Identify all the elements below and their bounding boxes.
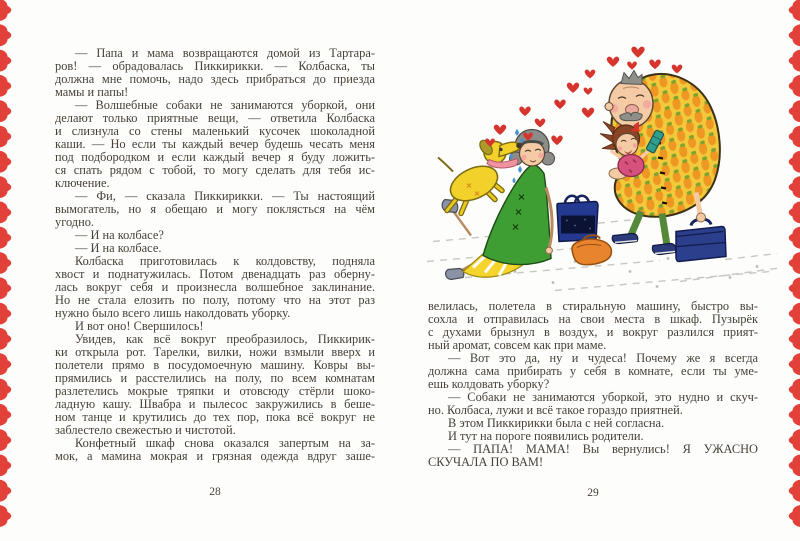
text-line: хвост и поднатужилась. Потом двенадцать раз оберну- (55, 268, 375, 281)
edge-scallop-ornament (789, 429, 800, 451)
text-line: ешь колдовать уборку? (428, 378, 550, 391)
text-line: — ПАПА! МАМА! Вы вернулись! Я УЖАСНО (448, 443, 758, 456)
edge-scallop-ornament (789, 505, 800, 527)
edge-scallop-ornament (789, 353, 800, 375)
text-line: но. Колбаса, лужи и всё такое гораздо приятней. (428, 404, 683, 417)
edge-scallop-ornament (789, 379, 800, 401)
text-line: ки открыла рот. Тарелки, вилки, ножи взмыли вверх и (55, 346, 375, 359)
text-line: разлетелись мокрые тряпки и отовсюду стёрли шоко- (55, 385, 375, 398)
edge-scallop-ornament (789, 480, 800, 502)
edge-scallop-ornament (0, 480, 11, 502)
text-line: ключение. (55, 177, 110, 190)
text-line: — Папа и мама возвращаются домой из Тартара- (75, 47, 375, 60)
text-line: под подбородком и если каждый вечер я буду ложить- (55, 151, 375, 164)
text-line: велилась, полетела в стиральную машину, быстро вы- (428, 300, 758, 313)
text-line: — Собаки не занимаются уборкой, это нудно и скуч- (448, 391, 758, 404)
text-line: вымогатель, но я обещаю и могу поклясться на чём (55, 203, 375, 216)
edge-scallop-ornament (0, 252, 11, 274)
edge-scallop-ornament (0, 201, 11, 223)
text-line: ный аромат, совсем как при маме. (428, 339, 607, 352)
edge-scallop-ornament (0, 505, 11, 527)
text-line: мамы и папы! (55, 86, 129, 99)
text-line: делают только приятные вещи, — ответила Колбаска (55, 112, 375, 125)
edge-scallop-ornament (0, 353, 11, 375)
edge-scallop-ornament (0, 176, 11, 198)
text-line: ров! — обрадовалась Пиккирикки. — Колбаска, ты (55, 60, 375, 73)
edge-scallop-ornament (0, 50, 11, 72)
edge-scallop-ornament (0, 100, 11, 122)
edge-scallop-ornament (0, 75, 11, 97)
edge-scallop-ornament (0, 303, 11, 325)
text-line: СКУЧАЛА ПО ВАМ! (428, 456, 544, 469)
edge-scallop-ornament (789, 328, 800, 350)
text-line: должна сама прибирать у себя в комнате, если ты уме- (428, 365, 758, 378)
edge-scallop-ornament (789, 303, 800, 325)
edge-scallop-ornament (0, 126, 11, 148)
edge-scallop-ornament (0, 227, 11, 249)
edge-scallop-ornament (789, 404, 800, 426)
text-line: — И на колбасе. (75, 242, 162, 255)
text-line: В этом Пиккирикки была с ней согласна. (448, 417, 665, 430)
edge-scallop-ornament (0, 404, 11, 426)
right-page-text (428, 300, 758, 469)
text-line: Конфетный шкаф снова оказался запертым на за- (75, 437, 375, 450)
edge-scallop-ornament (0, 328, 11, 350)
text-line: нужно было всего лишь наколдовать уборку. (55, 307, 291, 320)
text-line: с духами брызнул в воздух, и вокруг разлился прият- (428, 326, 758, 339)
edge-scallop-ornament (0, 24, 11, 46)
text-line: — Вот это да, ну и чудеса! Почему же я всегда (448, 352, 758, 365)
text-line: заблестело свежестью и чистотой. (55, 424, 236, 437)
text-line: каши. — Но если ты каждый вечер будешь чесать меня (55, 138, 375, 151)
text-line: — Волшебные собаки не занимаются уборкой, они (75, 99, 375, 112)
left-page-text (55, 47, 375, 463)
text-line: Увидев, как всё вокруг преобразилось, Пиккирик- (75, 333, 375, 346)
text-line: сохла и отправилась на свои места в шкаф. Пузырёк (428, 313, 758, 326)
text-line: мок, а мамина мокрая и грязная одежда вдруг заше- (55, 450, 375, 463)
text-line: угодно. (55, 216, 95, 229)
text-line: должна мне помочь, надо здесь прибраться до приезда (55, 73, 375, 86)
text-line: прямились и расстелились на полу, по всем комнатам (55, 372, 375, 385)
edge-scallop-ornament (0, 454, 11, 476)
edge-scallop-ornament (0, 429, 11, 451)
edge-scallop-ornament (0, 0, 11, 21)
text-line: — И на колбасе? (75, 229, 164, 242)
text-line: полетели прямо в посудомоечную машину. Ковры вы- (55, 359, 375, 372)
text-line: ном танце и крутились до тех пор, пока всё вокруг не (55, 411, 375, 424)
text-line: И вот оно! Свершилось! (75, 320, 204, 333)
right-page-number: 29 (587, 487, 599, 499)
text-line: — Фи, — сказала Пиккирикки. — Ты настоящий (75, 190, 375, 203)
text-line: ся спать рядом с тобой, то могу сделать для тебя ис- (55, 164, 375, 177)
text-line: и слизнула со стены маленький кусочек шоколадной (55, 125, 375, 138)
text-line: ладную кашу. Швабра и пылесос закружились в беше- (55, 398, 375, 411)
left-page-number: 28 (209, 486, 221, 498)
edge-scallop-ornament (789, 454, 800, 476)
family-reunion-illustration (425, 8, 795, 296)
text-line: Колбаска приготовилась к колдовству, подняла (75, 255, 375, 268)
text-line: лась вокруг себя и произнесла волшебное заклинание. (55, 281, 375, 294)
text-line: Но не стала елозить по полу, потому что на этот раз (55, 294, 375, 307)
edge-scallop-ornament (0, 151, 11, 173)
edge-scallop-ornament (0, 379, 11, 401)
text-line: И тут на пороге появились родители. (448, 430, 644, 443)
edge-scallop-ornament (0, 277, 11, 299)
